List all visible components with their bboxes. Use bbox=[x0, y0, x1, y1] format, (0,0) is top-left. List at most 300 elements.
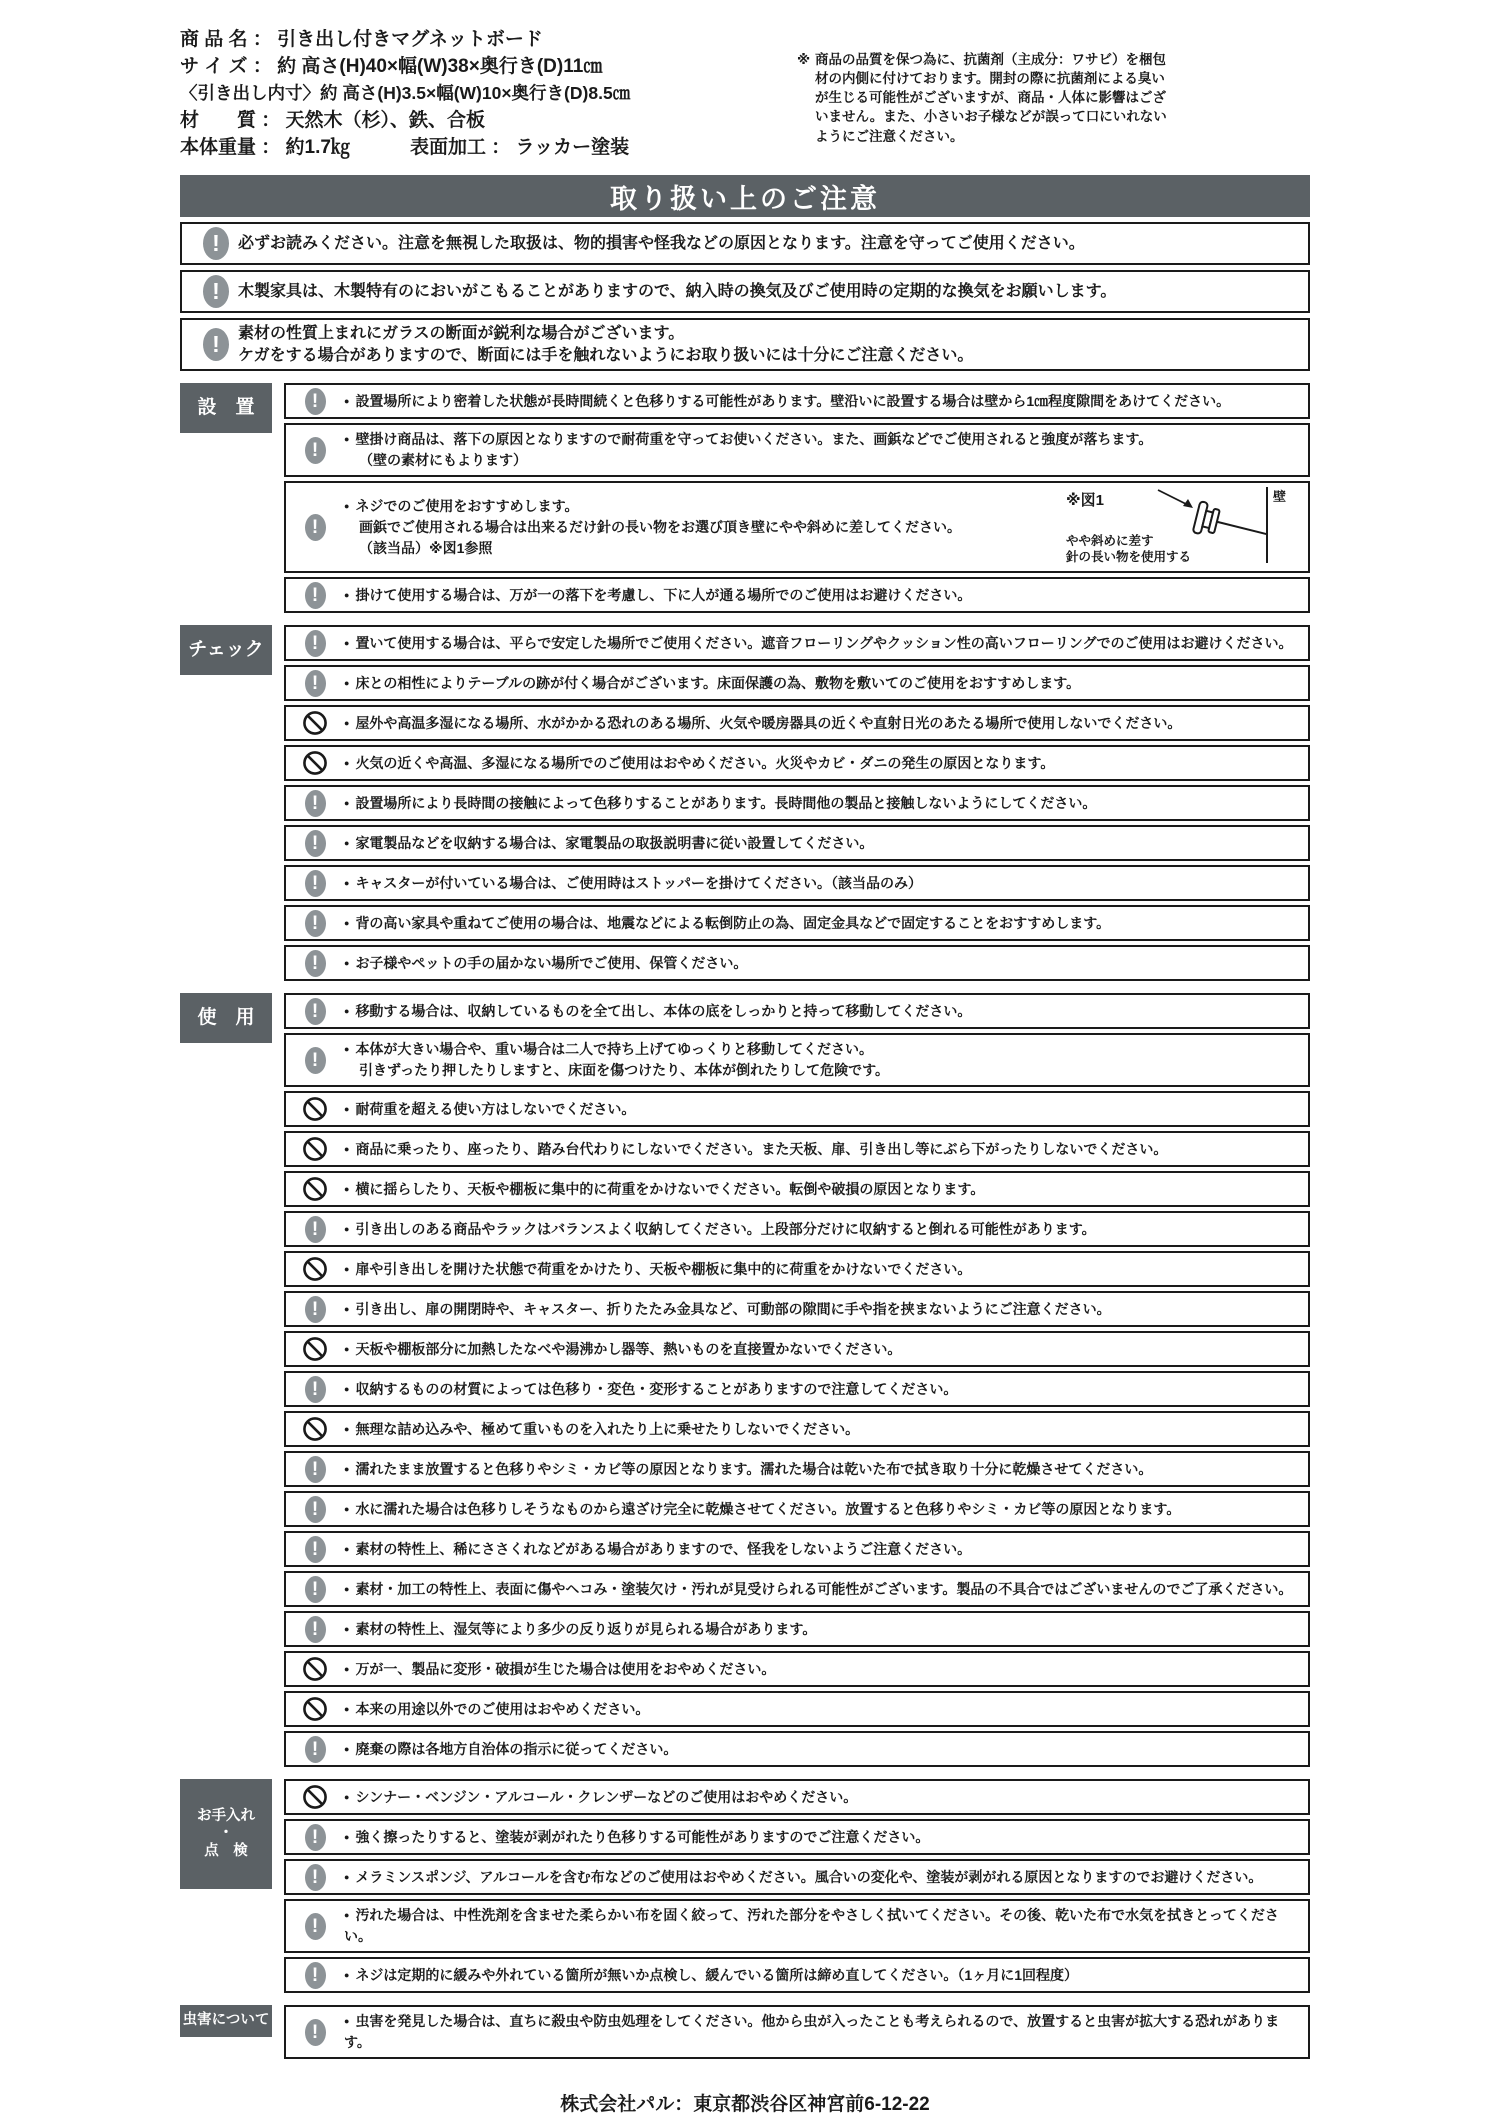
exclamation-icon: ! bbox=[305, 670, 326, 697]
notice-line-text: 素材・加工の特性上、表面に傷やヘコみ・塗装欠け・汚れが見受けられる可能性がございます。製品の不具合ではございませんのでご了承ください。 bbox=[355, 1580, 1293, 1597]
notice-icon-cell bbox=[286, 1913, 344, 1940]
section-label-line: 虫害について bbox=[182, 2012, 270, 2029]
bullet-icon: ● bbox=[344, 1044, 350, 1055]
notice-row bbox=[284, 1779, 1310, 1815]
bullet-icon: ● bbox=[344, 434, 350, 445]
notice-row bbox=[284, 1033, 1310, 1087]
notice-icon-cell bbox=[286, 1176, 344, 1202]
notice-line bbox=[344, 1179, 1300, 1200]
arrow-line bbox=[1158, 490, 1188, 505]
notice-row bbox=[284, 745, 1310, 781]
notice-line bbox=[344, 1699, 1300, 1720]
pushpin-icon bbox=[1193, 501, 1272, 550]
notice-line-text: 素材の特性上、稀にささくれなどがある場合がありますので、怪我をしないようご注意ください。 bbox=[355, 1540, 972, 1557]
notice-line-text: 横に揺らしたり、天板や棚板に集中的に荷重をかけないでください。転倒や破損の原因となります。 bbox=[355, 1180, 985, 1197]
notice-line bbox=[344, 1299, 1300, 1320]
exclamation-icon: ! bbox=[305, 910, 326, 937]
notice-line-text: メラミンスポンジ、アルコールを含む布などのご使用はおやめください。風合いの変化や、塗装が剥がれる原因となりますのでお避けください。 bbox=[355, 1868, 1263, 1885]
notice-line-text: 掛けて使用する場合は、万が一の落下を考慮し、下に人が通る場所でのご使用はお避けください。 bbox=[355, 586, 972, 603]
warning-icon-cell bbox=[194, 227, 238, 260]
notice-text bbox=[344, 1037, 1300, 1083]
bullet-icon: ● bbox=[344, 1103, 350, 1114]
notice-line bbox=[344, 517, 1052, 538]
notice-text bbox=[344, 1697, 1300, 1722]
notice-text bbox=[344, 1825, 1300, 1850]
exclamation-icon: ! bbox=[305, 1913, 326, 1940]
notice-text bbox=[344, 1217, 1300, 1242]
notice-line bbox=[344, 833, 1300, 854]
prohibition-icon bbox=[302, 1096, 328, 1122]
notice-line bbox=[344, 1867, 1300, 1888]
notice-line bbox=[344, 633, 1300, 654]
spec-text: 本体重量 ： 約1.7㎏ bbox=[180, 137, 350, 158]
notice-line-text: （該当品）※図1参照 bbox=[359, 539, 493, 556]
notice-row bbox=[284, 1957, 1310, 1993]
exclamation-icon: ! bbox=[305, 437, 326, 464]
general-warnings bbox=[180, 222, 1310, 371]
section-rows bbox=[284, 1779, 1310, 1993]
notice-icon-cell bbox=[286, 1336, 344, 1362]
exclamation-icon: ! bbox=[305, 830, 326, 857]
notice-line bbox=[344, 953, 1300, 974]
notice-text bbox=[344, 1657, 1300, 1682]
notice-row bbox=[284, 1531, 1310, 1567]
section-rows bbox=[284, 2005, 1310, 2059]
notice-line-text: 扉や引き出しを開けた状態で荷重をかけたり、天板や棚板に集中的に荷重をかけないでください。 bbox=[355, 1260, 972, 1277]
prohibition-icon bbox=[302, 1336, 328, 1362]
bullet-icon: ● bbox=[344, 1423, 350, 1434]
notice-icon-cell bbox=[286, 1136, 344, 1162]
notice-text bbox=[344, 871, 1300, 896]
notice-row bbox=[284, 825, 1310, 861]
product-spec-header bbox=[180, 0, 1310, 161]
notice-icon-cell bbox=[286, 2019, 344, 2046]
notice-line bbox=[344, 1619, 1300, 1640]
section-label-line: 点 検 bbox=[204, 1842, 248, 1859]
exclamation-icon: ! bbox=[203, 275, 229, 308]
bullet-icon: ● bbox=[344, 797, 350, 808]
notice-line bbox=[344, 1099, 1300, 1120]
prohibition-icon bbox=[302, 750, 328, 776]
sheet-content bbox=[180, 0, 1310, 2116]
section-label-check bbox=[180, 625, 272, 675]
bullet-icon: ● bbox=[344, 677, 350, 688]
notice-sections bbox=[180, 383, 1310, 2059]
notice-icon-cell bbox=[286, 1696, 344, 1722]
notice-line-text: 商品に乗ったり、座ったり、踏み台代わりにしないでください。また天板、扉、引き出し等にぶら下がったりしないでください。 bbox=[355, 1140, 1168, 1157]
spec-text: 商 品 名 ： 引き出し付きマグネットボード bbox=[180, 29, 543, 50]
notice-row bbox=[284, 785, 1310, 821]
bullet-icon: ● bbox=[344, 1969, 350, 1980]
notice-text bbox=[344, 1785, 1300, 1810]
bullet-icon: ● bbox=[344, 1703, 350, 1714]
section-pest bbox=[180, 2005, 1310, 2059]
general-warning-box bbox=[180, 222, 1310, 265]
notice-icon-cell bbox=[286, 750, 344, 776]
notice-icon-cell bbox=[286, 1864, 344, 1891]
notice-row bbox=[284, 1819, 1310, 1855]
note-text: 商品の品質を保つ為に、抗菌剤（主成分：ワサビ）を梱包材の内側に付けております。開封の際に抗菌剤による臭いが生じる可能性がございますが、商品・人体に影響はございません。また、小さいお子様などが誤って口にいれないようにご注意ください。 bbox=[815, 52, 1167, 144]
product-specs bbox=[180, 26, 797, 161]
notice-text bbox=[344, 1497, 1300, 1522]
notice-icon-cell bbox=[286, 514, 344, 541]
notice-text bbox=[344, 1177, 1300, 1202]
notice-icon-cell bbox=[286, 870, 344, 897]
notice-line bbox=[344, 1219, 1300, 1240]
notice-line-text: 本来の用途以外でのご使用はおやめください。 bbox=[355, 1700, 650, 1717]
spec-line bbox=[180, 80, 797, 107]
notice-line-text: 万が一、製品に変形・破損が生じた場合は使用をおやめください。 bbox=[355, 1660, 776, 1677]
exclamation-icon: ! bbox=[305, 1456, 326, 1483]
notice-row bbox=[284, 665, 1310, 701]
notice-text bbox=[344, 1865, 1300, 1890]
notice-line bbox=[344, 1039, 1300, 1060]
notice-line bbox=[344, 1579, 1300, 1600]
notice-text bbox=[344, 711, 1300, 736]
notice-row bbox=[284, 905, 1310, 941]
notice-row bbox=[284, 1491, 1310, 1527]
notice-line bbox=[344, 713, 1300, 734]
exclamation-icon: ! bbox=[305, 1536, 326, 1563]
exclamation-icon: ! bbox=[305, 1864, 326, 1891]
notice-text bbox=[344, 671, 1300, 696]
notice-row bbox=[284, 865, 1310, 901]
page-title: 取り扱い上のご注意 bbox=[180, 175, 1310, 217]
notice-line-text: 強く擦ったりすると、塗装が剥がれたり色移りする可能性がありますのでご注意ください。 bbox=[355, 1828, 930, 1845]
figure-note-1: やや斜めに差す bbox=[1066, 534, 1154, 549]
bullet-icon: ● bbox=[344, 837, 350, 848]
section-label-setup bbox=[180, 383, 272, 433]
general-warning-box bbox=[180, 318, 1310, 371]
figure-illustration bbox=[1064, 485, 1304, 565]
bullet-icon: ● bbox=[344, 957, 350, 968]
notice-icon-cell bbox=[286, 830, 344, 857]
notice-line-text: 無理な詰め込みや、極めて重いものを入れたり上に乗せたりしないでください。 bbox=[355, 1420, 860, 1437]
prohibition-icon bbox=[302, 710, 328, 736]
notice-line-text: お子様やペットの手の届かない場所でご使用、保管ください。 bbox=[355, 954, 748, 971]
note-asterisk: ※ bbox=[797, 52, 811, 67]
notice-row bbox=[284, 383, 1310, 419]
notice-line bbox=[344, 2011, 1300, 2053]
notice-line bbox=[344, 1339, 1300, 1360]
notice-line bbox=[344, 429, 1300, 450]
notice-line-text: 収納するものの材質によっては色移り・変色・変形することがありますので注意してください。 bbox=[355, 1380, 958, 1397]
bullet-icon: ● bbox=[344, 1663, 350, 1674]
notice-row bbox=[284, 1611, 1310, 1647]
notice-icon-cell bbox=[286, 388, 344, 415]
section-setup bbox=[180, 383, 1310, 613]
section-check bbox=[180, 625, 1310, 981]
notice-line bbox=[344, 873, 1300, 894]
notice-icon-cell bbox=[286, 910, 344, 937]
prohibition-icon bbox=[302, 1416, 328, 1442]
notice-line bbox=[344, 1787, 1300, 1808]
notice-icon-cell bbox=[286, 1047, 344, 1074]
notice-text bbox=[344, 1963, 1300, 1988]
notice-text bbox=[344, 1097, 1300, 1122]
notice-text bbox=[344, 2009, 1300, 2055]
notice-text bbox=[344, 911, 1300, 936]
general-warning-box bbox=[180, 270, 1310, 313]
exclamation-icon: ! bbox=[305, 1616, 326, 1643]
notice-line-text: キャスターが付いている場合は、ご使用時はストッパーを掛けてください。（該当品のみ） bbox=[355, 874, 923, 891]
notice-row bbox=[284, 1651, 1310, 1687]
exclamation-icon: ! bbox=[305, 1576, 326, 1603]
notice-line-text: 天板や棚板部分に加熱したなべや湯沸かし器等、熱いものを直接置かないでください。 bbox=[355, 1340, 902, 1357]
bullet-icon: ● bbox=[344, 589, 350, 600]
notice-icon-cell bbox=[286, 790, 344, 817]
notice-icon-cell bbox=[286, 1296, 344, 1323]
warning-line: 素材の性質上まれにガラスの断面が鋭利な場合がございます。 bbox=[238, 325, 685, 342]
notice-line-text: 耐荷重を超える使い方はしないでください。 bbox=[355, 1100, 636, 1117]
notice-text bbox=[344, 1297, 1300, 1322]
section-label-line: チェック bbox=[188, 638, 264, 660]
spec-line bbox=[180, 107, 797, 134]
notice-row bbox=[284, 1251, 1310, 1287]
notice-line bbox=[344, 1139, 1300, 1160]
exclamation-icon: ! bbox=[305, 514, 326, 541]
notice-row bbox=[284, 1451, 1310, 1487]
notice-line bbox=[344, 1259, 1300, 1280]
notice-text bbox=[344, 751, 1300, 776]
notice-row bbox=[284, 625, 1310, 661]
notice-row bbox=[284, 1171, 1310, 1207]
bullet-icon: ● bbox=[344, 1303, 350, 1314]
notice-line bbox=[344, 538, 1052, 559]
exclamation-icon: ! bbox=[305, 1216, 326, 1243]
spec-text: 材 質 ： 天然木（杉）、鉄、合板 bbox=[180, 110, 486, 131]
notice-row bbox=[284, 1131, 1310, 1167]
notice-line-text: 家電製品などを収納する場合は、家電製品の取扱説明書に従い設置してください。 bbox=[355, 834, 874, 851]
notice-row bbox=[284, 1571, 1310, 1607]
spec-text: サ イ ズ ： 約 高さ(H)40×幅(W)38×奥行き(D)11㎝ bbox=[180, 56, 603, 77]
notice-line-text: 壁掛け商品は、落下の原因となりますので耐荷重を守ってお使いください。また、画鋲などでご使用されると強度が落ちます。 bbox=[355, 431, 1153, 448]
notice-line-text: 背の高い家具や重ねてご使用の場合は、地震などによる転倒防止の為、固定金具などで固定することをおすすめします。 bbox=[355, 914, 1111, 931]
notice-icon-cell bbox=[286, 670, 344, 697]
notice-line bbox=[344, 673, 1300, 694]
notice-row bbox=[284, 1411, 1310, 1447]
notice-icon-cell bbox=[286, 437, 344, 464]
exclamation-icon: ! bbox=[203, 328, 229, 361]
notice-text bbox=[344, 1337, 1300, 1362]
notice-icon-cell bbox=[286, 1536, 344, 1563]
notice-row bbox=[284, 2005, 1310, 2059]
notice-line-text: 屋外や高温多湿になる場所、水がかかる恐れのある場所、火気や暖房器具の近くや直射日光のあたる場所で使用しないでください。 bbox=[355, 714, 1182, 731]
notice-row bbox=[284, 1899, 1310, 1953]
notice-line-text: 本体が大きい場合や、重い場合は二人で持ち上げてゆっくりと移動してください。 bbox=[355, 1041, 874, 1058]
notice-icon-cell bbox=[286, 710, 344, 736]
notice-line bbox=[344, 1659, 1300, 1680]
prohibition-icon bbox=[302, 1256, 328, 1282]
notice-row bbox=[284, 1091, 1310, 1127]
notice-row bbox=[284, 1211, 1310, 1247]
bullet-icon: ● bbox=[344, 1583, 350, 1594]
exclamation-icon: ! bbox=[305, 950, 326, 977]
notice-icon-cell bbox=[286, 1656, 344, 1682]
notice-line-text: 引きずったり押したりしますと、床面を傷つけたり、本体が倒れたりして危険です。 bbox=[359, 1062, 890, 1079]
notice-icon-cell bbox=[286, 1616, 344, 1643]
notice-line-text: シンナー・ベンジン・アルコール・クレンザーなどのご使用はおやめください。 bbox=[355, 1788, 858, 1805]
section-label-line: 設 置 bbox=[197, 396, 255, 418]
notice-text bbox=[344, 1137, 1300, 1162]
notice-line bbox=[344, 391, 1300, 412]
warning-text bbox=[238, 323, 973, 366]
figure-1 bbox=[1064, 485, 1304, 565]
section-label-line: ・ bbox=[218, 1825, 234, 1842]
notice-icon-cell bbox=[286, 1784, 344, 1810]
bullet-icon: ● bbox=[344, 1263, 350, 1274]
bullet-icon: ● bbox=[344, 757, 350, 768]
section-label-line: 使 用 bbox=[197, 1006, 255, 1028]
notice-icon-cell bbox=[286, 1256, 344, 1282]
exclamation-icon: ! bbox=[305, 2019, 326, 2046]
notice-line-text: （壁の素材にもよります） bbox=[359, 452, 527, 469]
notice-row bbox=[284, 423, 1310, 477]
exclamation-icon: ! bbox=[305, 1824, 326, 1851]
notice-line-text: 移動する場合は、収納しているものを全て出し、本体の底をしっかりと持って移動してください。 bbox=[355, 1002, 972, 1019]
notice-icon-cell bbox=[286, 1096, 344, 1122]
bullet-icon: ● bbox=[344, 1343, 350, 1354]
warning-text bbox=[238, 281, 1116, 303]
figure-caption: ※図1 bbox=[1066, 492, 1104, 510]
notice-text bbox=[344, 427, 1300, 473]
bullet-icon: ● bbox=[344, 1543, 350, 1554]
notice-icon-cell bbox=[286, 1416, 344, 1442]
exclamation-icon: ! bbox=[305, 1962, 326, 1989]
section-rows bbox=[284, 383, 1310, 613]
notice-row bbox=[284, 1859, 1310, 1895]
spec-line bbox=[180, 134, 797, 161]
prohibition-icon bbox=[302, 1136, 328, 1162]
exclamation-icon: ! bbox=[305, 388, 326, 415]
bullet-icon: ● bbox=[344, 637, 350, 648]
notice-text bbox=[344, 1457, 1300, 1482]
warning-icon-cell bbox=[194, 275, 238, 308]
notice-row bbox=[284, 1731, 1310, 1767]
notice-line bbox=[344, 1905, 1300, 1947]
notice-icon-cell bbox=[286, 950, 344, 977]
notice-text bbox=[344, 1903, 1300, 1949]
prohibition-icon bbox=[302, 1696, 328, 1722]
notice-text bbox=[344, 999, 1300, 1024]
exclamation-icon: ! bbox=[305, 582, 326, 609]
notice-line-text: 火気の近くや高温、多湿になる場所でのご使用はおやめください。火災やカビ・ダニの発生の原因となります。 bbox=[355, 754, 1055, 771]
warning-icon-cell bbox=[194, 328, 238, 361]
exclamation-icon: ! bbox=[305, 870, 326, 897]
notice-text bbox=[344, 1417, 1300, 1442]
section-rows bbox=[284, 993, 1310, 1767]
notice-text bbox=[344, 389, 1300, 414]
notice-row bbox=[284, 705, 1310, 741]
notice-line bbox=[344, 1419, 1300, 1440]
notice-line bbox=[344, 913, 1300, 934]
notice-icon-cell bbox=[286, 1496, 344, 1523]
warning-line: 木製家具は、木製特有のにおいがこもることがありますので、納入時の換気及びご使用時の定期的な換気をお願いします。 bbox=[238, 282, 1117, 300]
notice-line-text: 濡れたまま放置すると色移りやシミ・カビ等の原因となります。濡れた場合は乾いた布で拭き取り十分に乾燥させてください。 bbox=[355, 1460, 1153, 1477]
prohibition-icon bbox=[302, 1656, 328, 1682]
notice-line bbox=[344, 1001, 1300, 1022]
notice-row bbox=[284, 1691, 1310, 1727]
notice-icon-cell bbox=[286, 1216, 344, 1243]
notice-text bbox=[344, 1537, 1300, 1562]
notice-line-text: 引き出しのある商品やラックはバランスよく収納してください。上段部分だけに収納すると倒れる可能性があります。 bbox=[355, 1220, 1096, 1237]
bullet-icon: ● bbox=[344, 2016, 350, 2027]
notice-text bbox=[344, 1577, 1300, 1602]
notice-line-text: 引き出し、扉の開閉時や、キャスター、折りたたみ金具など、可動部の隙間に手や指を挟まないようにご注意ください。 bbox=[355, 1300, 1111, 1317]
bullet-icon: ● bbox=[344, 1743, 350, 1754]
section-care bbox=[180, 1779, 1310, 1993]
notice-line-text: 汚れた場合は、中性洗剤を含ませた柔らかい布を固く絞って、汚れた部分をやさしく拭いてください。その後、乾いた布で水気を拭きとってください。 bbox=[344, 1907, 1279, 1945]
notice-text bbox=[344, 791, 1300, 816]
section-use bbox=[180, 993, 1310, 1767]
notice-line-text: 素材の特性上、湿気等により多少の反り返りが見られる場合があります。 bbox=[355, 1620, 817, 1637]
notice-icon-cell bbox=[286, 582, 344, 609]
bullet-icon: ● bbox=[344, 917, 350, 928]
notice-row bbox=[284, 945, 1310, 981]
notice-line bbox=[344, 1379, 1300, 1400]
notice-text bbox=[344, 1737, 1300, 1762]
company-address: 株式会社パル：東京都渋谷区神宮前6-12-22 bbox=[560, 2094, 930, 2116]
notice-line bbox=[344, 1060, 1300, 1081]
notice-icon-cell bbox=[286, 630, 344, 657]
wall-label: 壁 bbox=[1273, 489, 1287, 505]
exclamation-icon: ! bbox=[305, 1296, 326, 1323]
warning-text bbox=[238, 233, 1085, 255]
bullet-icon: ● bbox=[344, 1463, 350, 1474]
notice-line-text: 廃棄の際は各地方自治体の指示に従ってください。 bbox=[355, 1740, 678, 1757]
bullet-icon: ● bbox=[344, 1183, 350, 1194]
notice-line-text: ネジは定期的に緩みや外れている箇所が無いか点検し、緩んでいる箇所は締め直してください。（1ヶ月に1回程度） bbox=[355, 1966, 1079, 1983]
notice-line bbox=[344, 1499, 1300, 1520]
warning-line: ケガをする場合がありますので、断面には手を触れないようにお取り扱いには十分にご注意ください。 bbox=[238, 346, 974, 364]
notice-text bbox=[344, 1617, 1300, 1642]
bullet-icon: ● bbox=[344, 1910, 350, 1921]
notice-line-text: 床との相性によりテーブルの跡が付く場合がございます。床面保護の為、敷物を敷いてのご使用をおすすめします。 bbox=[355, 674, 1081, 691]
exclamation-icon: ! bbox=[305, 1496, 326, 1523]
bullet-icon: ● bbox=[344, 1623, 350, 1634]
bullet-icon: ● bbox=[344, 1005, 350, 1016]
notice-line bbox=[344, 496, 1052, 517]
notice-text bbox=[344, 631, 1300, 656]
exclamation-icon: ! bbox=[305, 1376, 326, 1403]
antibacterial-note bbox=[797, 26, 1177, 161]
notice-line bbox=[344, 753, 1300, 774]
exclamation-icon: ! bbox=[305, 790, 326, 817]
exclamation-icon: ! bbox=[305, 630, 326, 657]
section-label-pest bbox=[180, 2005, 272, 2037]
bullet-icon: ● bbox=[344, 1143, 350, 1154]
notice-row bbox=[284, 1371, 1310, 1407]
notice-text bbox=[344, 583, 1300, 608]
notice-row bbox=[284, 993, 1310, 1029]
bullet-icon: ● bbox=[344, 500, 350, 511]
notice-line bbox=[344, 1965, 1300, 1986]
notice-line bbox=[344, 793, 1300, 814]
bullet-icon: ● bbox=[344, 1871, 350, 1882]
bullet-icon: ● bbox=[344, 717, 350, 728]
spec-line bbox=[180, 26, 797, 53]
exclamation-icon: ! bbox=[203, 227, 229, 260]
notice-text bbox=[344, 951, 1300, 976]
bullet-icon: ● bbox=[344, 1791, 350, 1802]
notice-line bbox=[344, 585, 1300, 606]
notice-icon-cell bbox=[286, 1962, 344, 1989]
notice-icon-cell bbox=[286, 998, 344, 1025]
section-label-line: お手入れ bbox=[197, 1808, 255, 1825]
notice-icon-cell bbox=[286, 1824, 344, 1851]
notice-line-text: 水に濡れた場合は色移りしそうなものから遠ざけ完全に乾燥させてください。放置すると色移りやシミ・カビ等の原因となります。 bbox=[355, 1500, 1181, 1517]
notice-line-text: 画鋲でご使用される場合は出来るだけ針の長い物をお選び頂き壁にやや斜めに差してください。 bbox=[359, 518, 961, 535]
